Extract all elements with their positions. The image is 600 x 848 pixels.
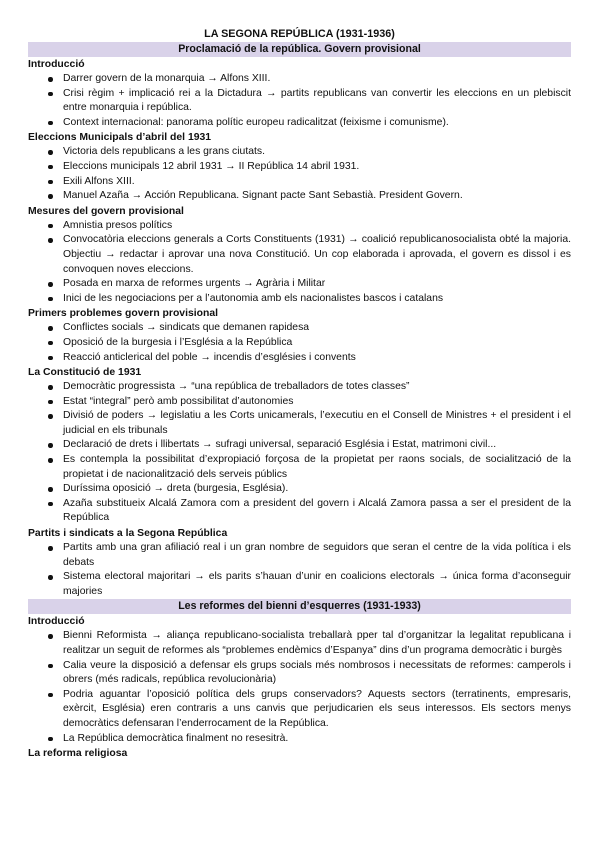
list-item: Reacció anticlerical del poble → incendis d’esglésies i convents: [28, 351, 571, 366]
bullet-list: [28, 629, 571, 746]
bullet-list: [28, 219, 571, 307]
list-item: Estat “integral” però amb possibilitat d’autonomies: [28, 395, 571, 410]
list-item: La República democràtica finalment no resesitrà.: [28, 732, 571, 747]
list-item: Oposició de la burgesia i l’Església a la República: [28, 336, 571, 351]
group-heading: Partits i sindicats a la Segona República: [28, 528, 228, 540]
group-heading: Introducció: [28, 59, 85, 70]
list-item: Posada en marxa de reformes urgents → Agrària i Militar: [28, 277, 571, 292]
list-item: Azaña substitueix Alcalá Zamora com a president del govern i Alcalá Zamora passa a ser el president de la República: [28, 497, 571, 526]
list-item: Sistema electoral majoritari → els parits s’hauan d’unir en coalicions electorals → única forma d’aconseguir majories: [28, 570, 571, 599]
list-item: Calia veure la disposició a defensar els grups socials més nombrosos i necessitats de reformes: camperols i obrers (més radicals, república revolucionària): [28, 659, 571, 688]
group-heading: Mesures del govern provisional: [28, 205, 184, 217]
bullet-list: [28, 72, 571, 130]
list-item: Duríssima oposició → dreta (burgesia, Església).: [28, 482, 571, 497]
list-item: Exili Alfons XIII.: [28, 175, 571, 190]
list-item: Conflictes socials → sindicats que demanen rapidesa: [28, 321, 571, 336]
bullet-list: [28, 541, 571, 599]
list-item: Convocatòria eleccions generals a Corts Constituents (1931) → coalició republicanosocialista obté la majoria. Objectiu → redactar i aprovar una nova Constitució. Un cop elaborada i aprovada, el govern es dissol i es convoquen noves eleccions.: [28, 233, 571, 277]
section-band-bienni-esquerres: Les reformes del bienni d’esquerres (1931-1933): [28, 599, 571, 614]
list-item: Manuel Azaña → Acción Republicana. Signant pacte Sant Sebastià. President Govern.: [28, 189, 571, 204]
list-item: Inici de les negociacions per a l’autonomia amb els nacionalistes bascos i catalans: [28, 292, 571, 307]
bullet-list: [28, 321, 571, 365]
document-body: [28, 27, 571, 761]
list-item: Declaració de drets i llibertats → sufragi universal, separació Església i Estat, matrimoni civil...: [28, 438, 571, 453]
group-heading: La Constitució de 1931: [28, 367, 142, 379]
list-item: Partits amb una gran afiliació real i un gran nombre de seguidors que seran el centre de la vida política i els debats: [28, 541, 571, 570]
group-heading: Introducció: [28, 616, 85, 628]
bullet-list: [28, 380, 571, 526]
group-heading: Primers problemes govern provisional: [28, 308, 218, 320]
list-item: Crisi règim + implicació rei a la Dictadura → partits republicans van convertir les eleccions en un plebiscit entre monarquia i república.: [28, 87, 571, 116]
list-item: Es contempla la possibilitat d’expropiació forçosa de la propietat per raons socials, de socialització de la propietat i de nacionalització dels serveis públics: [28, 453, 571, 482]
list-item: Democràtic progressista → “una república de treballadors de totes classes”: [28, 380, 571, 395]
list-item: Victoria dels republicans a les grans ciutats.: [28, 145, 571, 160]
list-item: Divisió de poders → legislatiu a les Corts unicamerals, l’executiu en el Consell de Ministres + el president i el judicial en els tribunals: [28, 409, 571, 438]
list-item: Podria aguantar l’oposició política dels grups conservadors? Aquests sectors (terratinents, empresaris, exèrcit, Església) eren contraris a uns canvis que perjudicarien els seus interessos. Els sectors menys democràtics defensaran l’enderrocament de la República.: [28, 688, 571, 732]
list-item: Context internacional: panorama polític europeu radicalitzat (feixisme i comunisme).: [28, 116, 571, 131]
bullet-list: [28, 145, 571, 203]
group-heading: La reforma religiosa: [28, 748, 128, 760]
list-item: Bienni Reformista → aliança republicano-socialista treballarà pper tal d’organitzar la legalitat republicana i realitzar un seguit de reformes als “problemes endèmics d’Espanya” dins d’un programa democràtic i burgès: [28, 629, 571, 658]
section-band-proclamacio: Proclamació de la república. Govern provisional: [28, 42, 571, 57]
document-title: LA SEGONA REPÚBLICA (1931-1936): [204, 28, 395, 40]
list-item: Darrer govern de la monarquia → Alfons XIII.: [28, 72, 571, 87]
list-item: Amnistia presos polítics: [28, 219, 571, 234]
list-item: Eleccions municipals 12 abril 1931 → II República 14 abril 1931.: [28, 160, 571, 175]
group-heading: Eleccions Municipals d’abril del 1931: [28, 132, 212, 144]
